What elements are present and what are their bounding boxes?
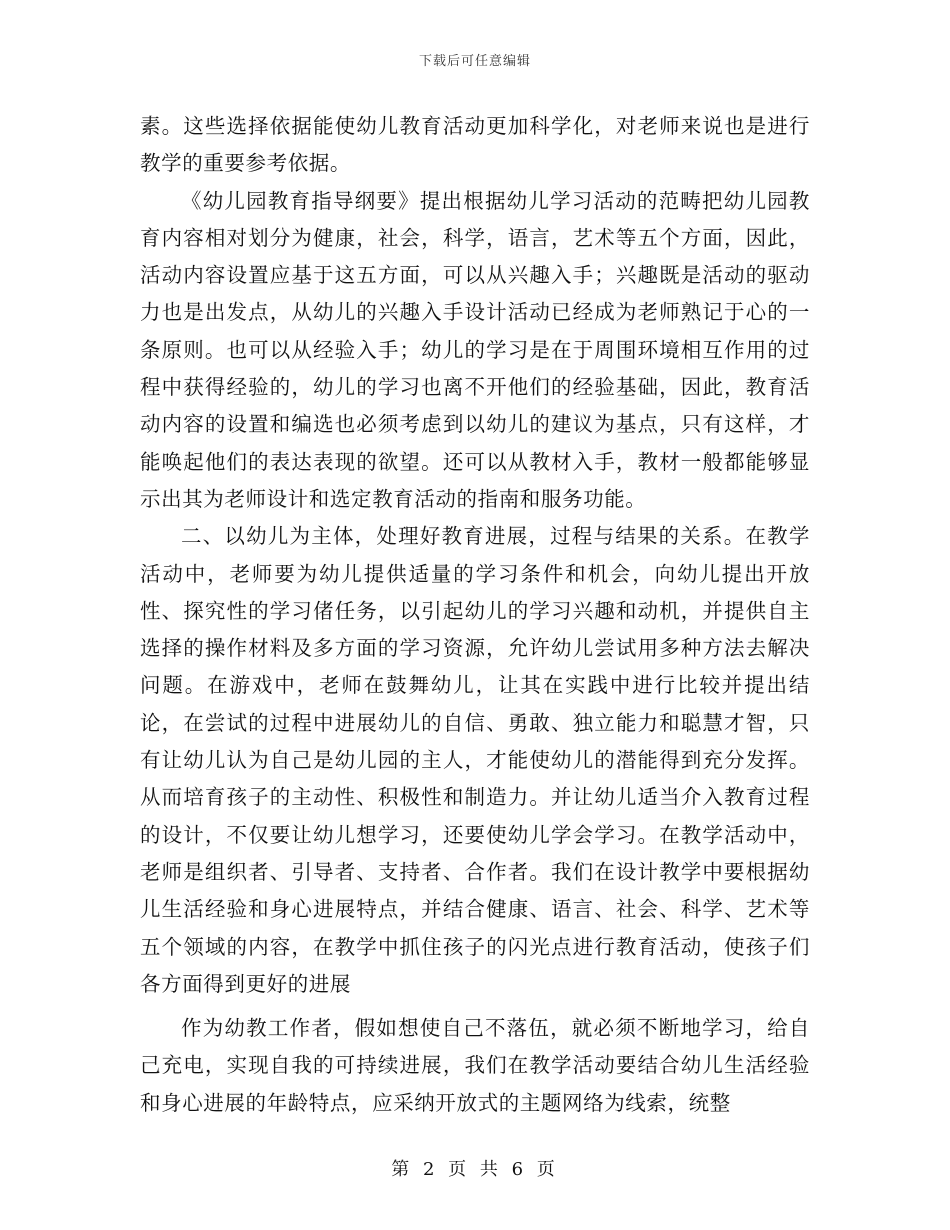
paragraph-1: 素。这些选择依据能使幼儿教育活动更加科学化，对老师来说也是进行教学的重要参考依据。 [140, 114, 810, 176]
document-body [140, 108, 810, 1122]
page-number: 第 2 页 共 6 页 [391, 1159, 559, 1180]
paragraph-3: 二、以幼儿为主体，处理好教育进展，过程与结果的关系。在教学活动中，老师要为幼儿提供适量的学习条件和机会，向幼儿提出开放性、探究性的学习偖任务，以引起幼儿的学习兴趣和动机，并提供自主选择的操作材料及多方面的学习资源，允许幼儿尝试用多种方法去解决问题。在游戏中，老师在鼓舞幼儿，让其在实践中进行比较并提出结论，在尝试的过程中进展幼儿的自信、勇敢、独立能力和聪慧才智，只有让幼儿认为自己是幼儿园的主人，才能使幼儿的潜能得到充分发挥。从而培育孩子的主动性、积极性和制造力。并让幼儿适当介入教育过程的设计，不仅要让幼儿想学习，还要使幼儿学会学习。在教学活动中，老师是组织者、引导者、支持者、合作者。我们在设计教学中要根据幼儿生活经验和身心进展特点，并结合健康、语言、社会、科学、艺术等五个领域的内容，在教学中抓住孩子的闪光点进行教育活动，使孩子们各方面得到更好的进展 [140, 524, 810, 996]
page-header-note: 下载后可任意编辑 [418, 54, 531, 69]
paragraph-4: 作为幼教工作者，假如想使自己不落伍，就必须不断地学习，给自己充电，实现自我的可持续进展，我们在教学活动要结合幼儿生活经验和身心进展的年龄特点，应采纳开放式的主题网络为线索，统整 [140, 1016, 810, 1115]
paragraph-2: 《幼儿园教育指导纲要》提出根据幼儿学习活动的范畴把幼儿园教育内容相对划分为健康，社会，科学，语言，艺术等五个方面，因此，活动内容设置应基于这五方面，可以从兴趣入手；兴趣既是活动的驱动力也是出发点，从幼儿的兴趣入手设计活动已经成为老师熟记于心的一条原则。也可以从经验入手；幼儿的学习是在于周围环境相互作用的过程中获得经验的，幼儿的学习也离不开他们的经验基础，因此，教育活动内容的设置和编选也必须考虑到以幼儿的建议为基点，只有这样，才能唤起他们的表达表现的欲望。还可以从教材入手，教材一般都能够显示出其为老师设计和选定教育活动的指南和服务功能。 [140, 188, 810, 511]
